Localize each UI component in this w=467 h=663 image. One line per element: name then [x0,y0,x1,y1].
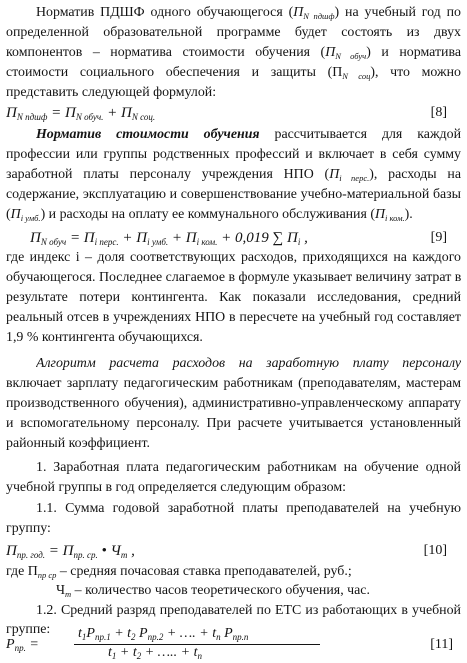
definition-2: $Ч_т$ – количество часов теоретического обучения, час. [56,583,370,599]
paragraph-1-line-5: представить следующей формулой: [6,85,217,100]
paragraph-7-line-1: 1.2. Средний разряд преподавателей по ЕТС из работающих в учебной [36,603,461,618]
formula-8-number: [8] [430,105,447,120]
formula-9: $П_{N обуч} = П_{i перс.} + П_{i умб.} + П_{i ком.} + 0,019$ ∑ $П_i$ , [9] [30,230,447,247]
paragraph-2-line-1: Норматив стоимости обучения рассчитывается для каждой [36,127,461,142]
paragraph-7-line-2: группе: [6,622,51,637]
paragraph-1-line-3: компонентов – норматива стоимости обучения $(П_{N обуч})$ и норматива [6,45,461,61]
paragraph-3-line-5: 1,9 % контингента обучающихся. [6,330,203,345]
paragraph-6-line-2: группу: [6,521,51,536]
paragraph-2-line-4: содержание, эксплуатацию и совершенствование учебно-материальной базы [6,187,461,202]
paragraph-4-line-1: Алгоритм расчета расходов на заработную плату персоналу [36,356,461,371]
paragraph-5-line-2: учебной группы в год определяется следующим образом: [6,480,347,495]
paragraph-2-line-2: профессии или группы родственных профессий и включает в себя сумму [6,147,461,162]
paragraph-1-line-4: стоимости социального обеспечения и защиты $(П_{N соц})$, что можно [6,65,461,81]
paragraph-4-line-4: и вспомогательному персоналу. При расчете учитывается установленный [6,416,461,431]
formula-10-number: [10] [423,543,447,558]
paragraph-4-line-2: включает зарплату педагогическим работникам (преподавателям, мастерам [6,376,461,391]
paragraph-4-line-3: производственного обучения), административно-управленческому аппарату [6,396,461,411]
definition-1: где $П_{пр ср}$ – средняя почасовая ставка преподавателей, руб.; [6,564,352,580]
paragraph-3-line-3: результате потери контингента. Как показали исследования, средний [6,290,461,305]
formula-9-number: [9] [430,230,447,245]
formula-11-number: [11] [430,637,453,652]
formula-11-denominator: $t_1 + t_2$ + ….. + $t_n$ [108,645,202,661]
paragraph-3-line-2: обучающегося. Последнее слагаемое в формуле указывает величину затрат в [6,270,461,285]
paragraph-4-line-5: районный коэффициент. [6,436,150,451]
paragraph-2-line-3: заработной платы персоналу учреждения НПО $(П_{i перс.})$, расходы на [6,167,461,183]
formula-10: $П_{пр. год.} = П_{пр. ср.}$ • $Ч_т$ , [10] [6,543,447,560]
paragraph-1-line-2: определенной образовательной программе будет состоять из двух [6,25,461,40]
paragraph-3-line-1: где индекс i – доля соответствующих расходов, приходящихся на каждого [6,250,461,265]
paragraph-1-line-1: Норматив ПДШФ одного обучающегося $(П_{N пдшф})$ на учебный год по [36,5,461,21]
paragraph-5-line-1: 1. Заработная плата педагогическим работникам на обучение одной [36,460,461,475]
formula-11-lhs: $P_{пр.}$ = [6,637,39,653]
formula-11-numerator: $t_1P_{пр.1} + t_2$ $P_{пр.2}$ + …. + $t_n$ $P_{пр.n}$ [78,626,249,642]
formula-8: $П_{N пдшф} = П_{N обуч.} + П_{N соц.}$ [8] [6,105,447,122]
paragraph-3-line-4: реальный отсев в учреждениях НПО в пересчете на учебный год составляет [6,310,461,325]
paragraph-2-line-5: $(П_{i умб.})$ и расходы на оплату ее коммунального обслуживания $(П_{i ком.})$. [6,207,413,223]
paragraph-6-line-1: 1.1. Сумма годовой заработной платы преподавателей на учебную [36,501,461,516]
